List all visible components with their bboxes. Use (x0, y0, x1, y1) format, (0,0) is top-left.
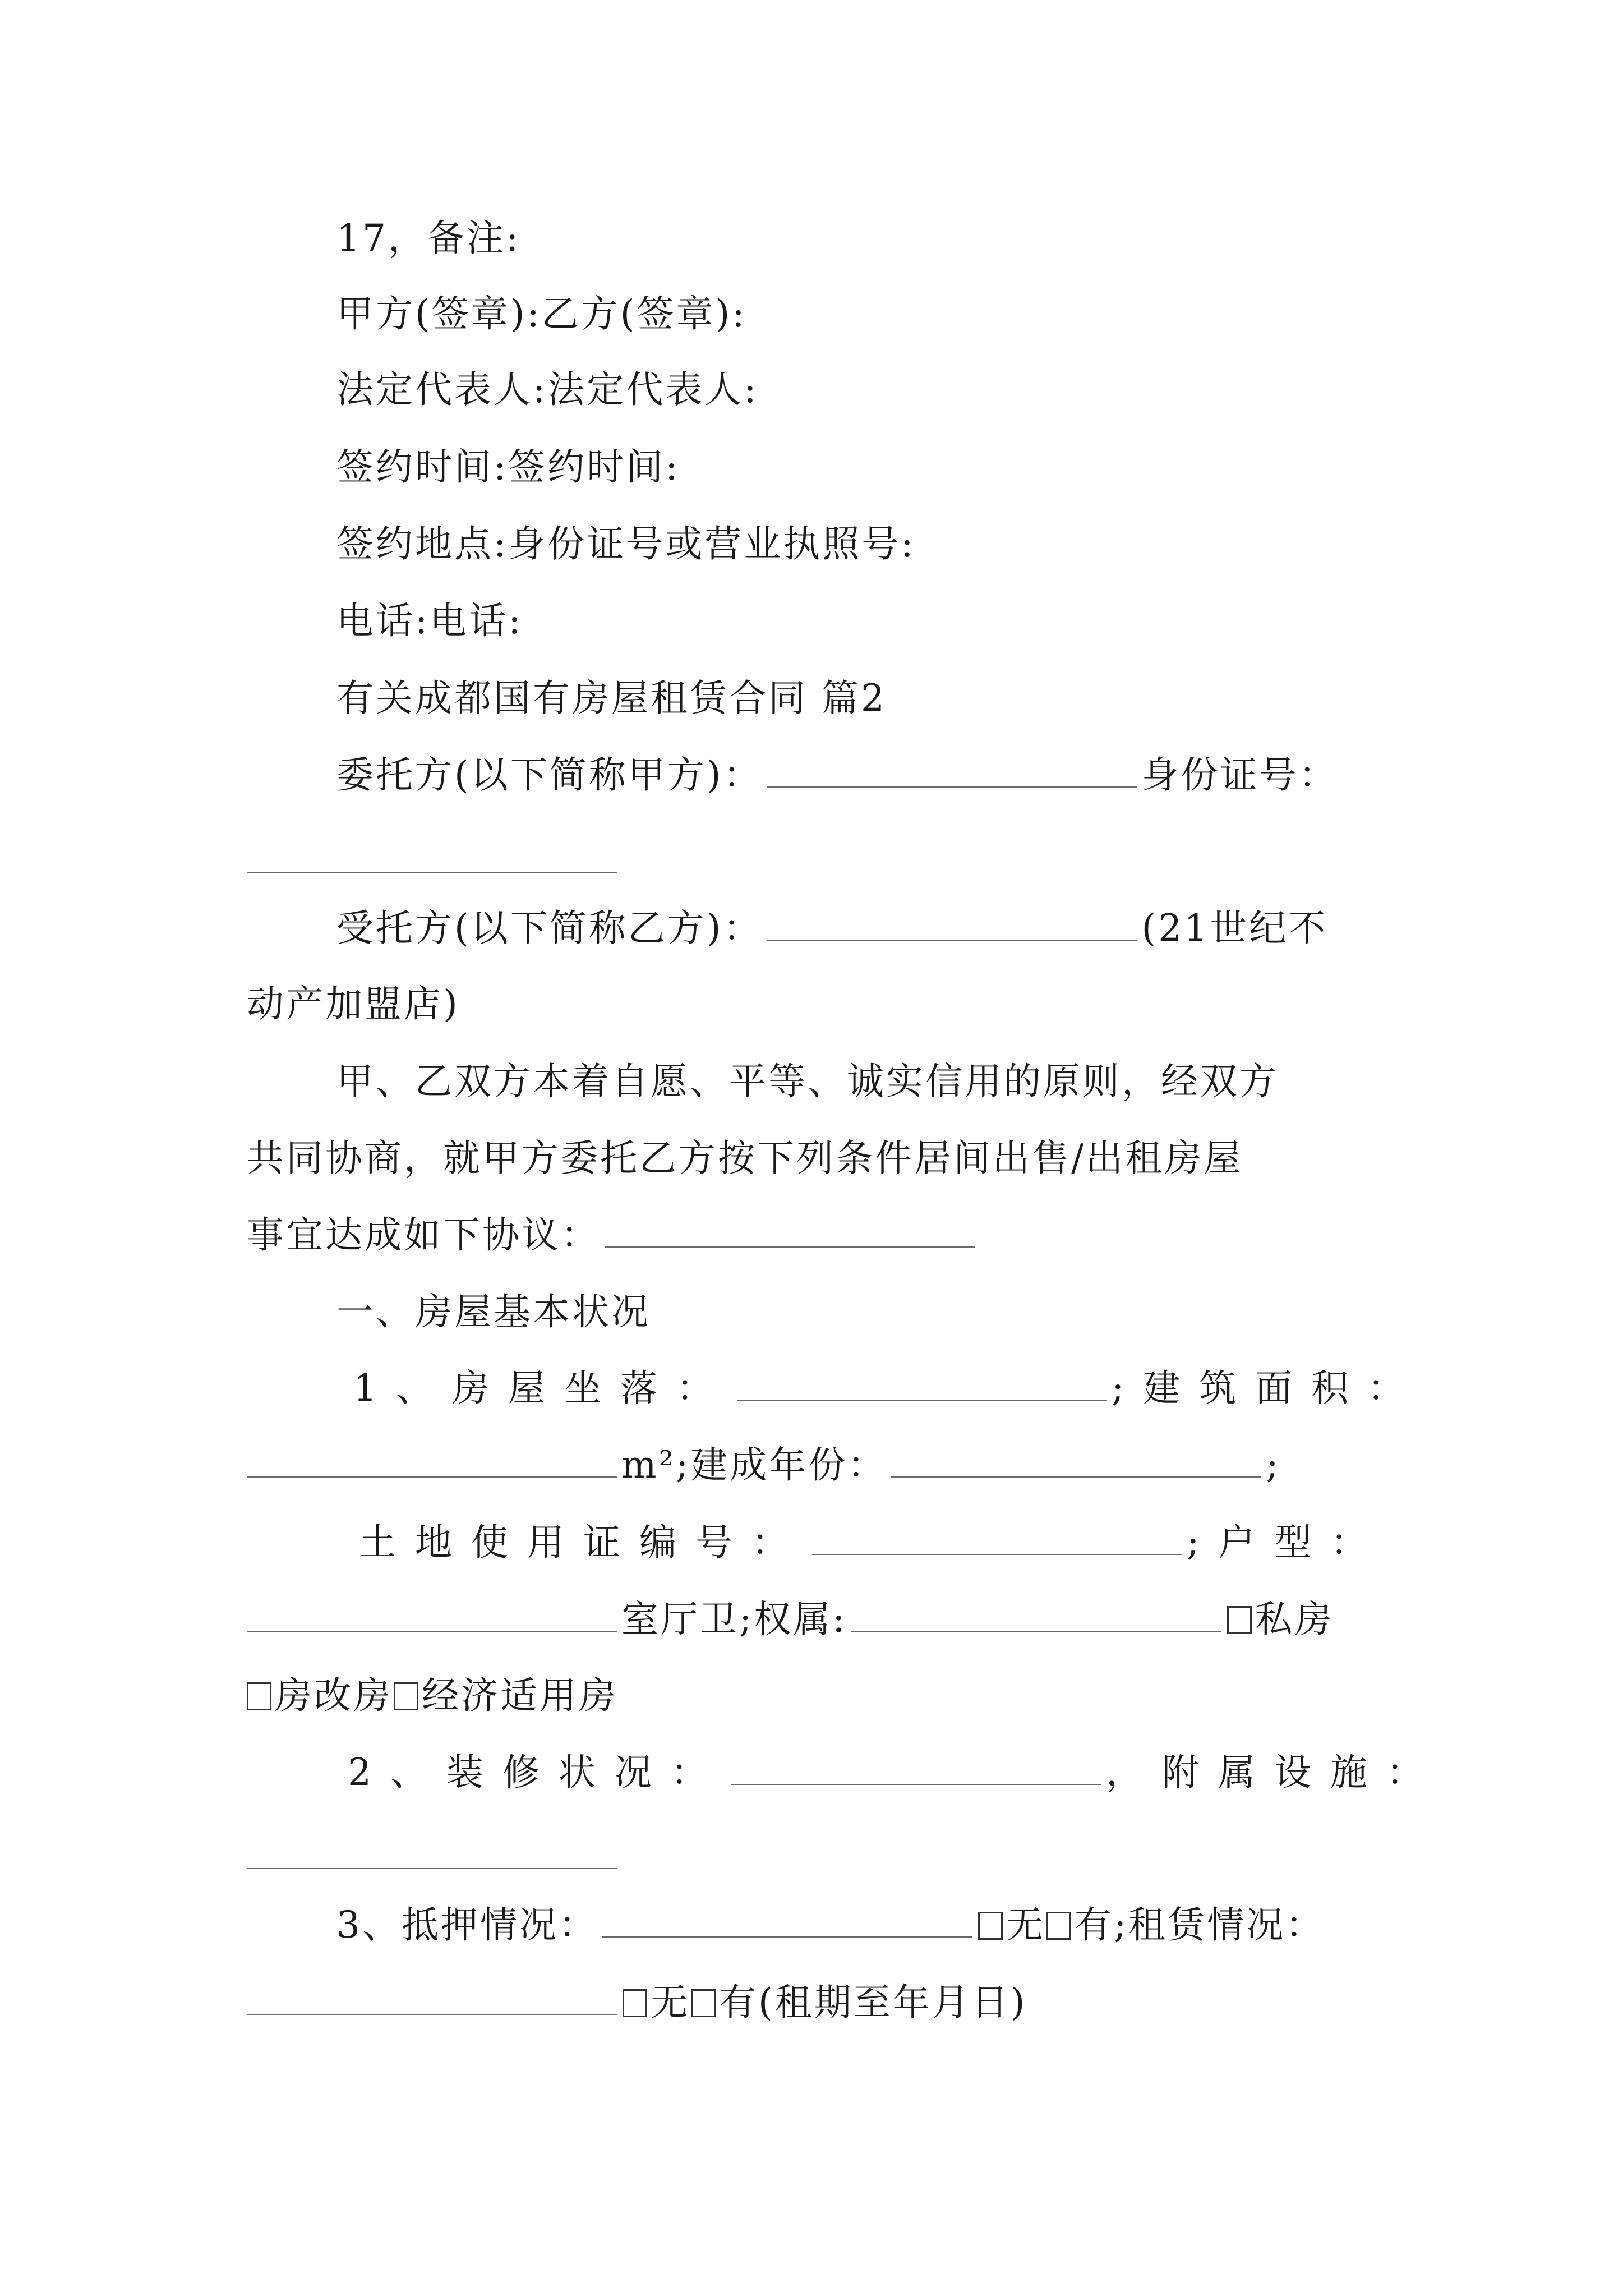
lease-none-checkbox[interactable] (623, 1989, 647, 2017)
mortgage-line (336, 1900, 1325, 1950)
legal-rep-line (336, 365, 758, 415)
private-house-checkbox[interactable] (1227, 1606, 1252, 1634)
remarks-line (336, 213, 520, 264)
agent-blank (767, 940, 1137, 941)
sign-time-text: 签约时间:签约时间: (336, 445, 680, 489)
preamble-blank (605, 1246, 975, 1248)
preamble-text-1: 甲、乙双方本着自愿、平等、诚实信用的原则，经双方 (336, 1060, 1279, 1103)
agent-label: 受托方(以下简称乙方)： (336, 907, 763, 950)
section-title-text: 有关成都国有房屋租赁合同 篇2 (336, 677, 887, 720)
affordable-house-label: 经济适用房 (422, 1674, 618, 1717)
sign-place-text: 签约地点:身份证号或营业执照号: (336, 522, 916, 565)
lease-blank (247, 2014, 617, 2015)
location-line (353, 1363, 1423, 1414)
phone-text: 电话:电话: (336, 599, 523, 642)
sign-place-line (336, 519, 915, 569)
lease-none-label: 无 (651, 1981, 690, 2024)
facilities-blank (247, 1868, 617, 1869)
decoration-label: 2、装修状况： (348, 1751, 727, 1794)
heading-basic-status-text: 一、房屋基本状况 (336, 1290, 651, 1333)
area-year-line (247, 1440, 1281, 1490)
id-number-blank (247, 872, 617, 873)
mortgage-label: 3、抵押情况： (336, 1903, 598, 1947)
decoration-blank (731, 1784, 1101, 1785)
reform-house-label: 房改房 (275, 1674, 393, 1717)
land-cert-line (359, 1517, 1386, 1568)
private-house-label: 私房 (1255, 1598, 1334, 1641)
sign-time-line (336, 442, 680, 493)
facilities-label: ，附属设施： (1106, 1751, 1442, 1794)
agent-note-cont-text: 动产加盟店) (247, 982, 460, 1025)
agent-note: (21世纪不 (1141, 907, 1328, 950)
mortgage-none-checkbox[interactable] (978, 1912, 1003, 1940)
land-cert-label: 土地使用证编号： (359, 1521, 808, 1564)
affordable-house-checkbox[interactable] (394, 1682, 418, 1710)
agent-line (336, 903, 1327, 954)
ownership-blank (851, 1631, 1221, 1632)
principal-line (336, 750, 1338, 800)
remarks-text: 17，备注: (336, 217, 521, 260)
legal-rep-text: 法定代表人:法定代表人: (336, 368, 759, 411)
preamble-text-2: 共同协商，就甲方委托乙方按下列条件居间出售/出租房屋 (247, 1137, 1243, 1180)
decoration-line (348, 1747, 1442, 1798)
layout-label: ;户型： (1187, 1521, 1387, 1564)
agent-note-cont (247, 979, 460, 1029)
layout-blank (247, 1631, 617, 1632)
signature-text: 甲方(签章):乙方(签章): (336, 292, 747, 335)
lease-line (247, 1977, 1027, 2028)
preamble-text-3: 事宜达成如下协议： (247, 1213, 600, 1257)
mortgage-blank (602, 1936, 972, 1938)
area-blank (247, 1476, 617, 1478)
mortgage-none-label: 无 (1006, 1903, 1045, 1947)
signature-line (336, 289, 746, 339)
building-area-label: ;建筑面积： (1112, 1366, 1424, 1410)
location-blank (737, 1400, 1107, 1401)
lease-yes-checkbox[interactable] (691, 1989, 716, 2017)
ownership-label: 室厅卫;权属: (621, 1598, 847, 1641)
lease-term-label: 有(租期至年月日) (719, 1981, 1027, 2024)
id-number-label: 身份证号： (1141, 753, 1338, 797)
heading-basic-status (336, 1287, 651, 1337)
land-cert-blank (812, 1554, 1182, 1555)
principal-blank (767, 786, 1137, 788)
lease-label: 有;租赁情况： (1075, 1903, 1325, 1947)
build-year-label: m²;建成年份： (621, 1443, 887, 1487)
section-title (336, 673, 887, 724)
ownership-line (247, 1594, 1334, 1645)
preamble-line-1 (336, 1056, 1279, 1107)
mortgage-yes-checkbox[interactable] (1046, 1912, 1071, 1940)
ownership-options-line (247, 1671, 618, 1721)
principal-label: 委托方(以下简称甲方)： (336, 753, 763, 797)
phone-line (336, 596, 523, 646)
preamble-line-3 (247, 1210, 979, 1260)
preamble-line-2 (247, 1133, 1243, 1184)
reform-house-checkbox[interactable] (247, 1682, 271, 1710)
build-year-blank (891, 1476, 1261, 1478)
semicolon: ; (1266, 1443, 1281, 1487)
location-label: 1、房屋坐落： (353, 1366, 732, 1410)
